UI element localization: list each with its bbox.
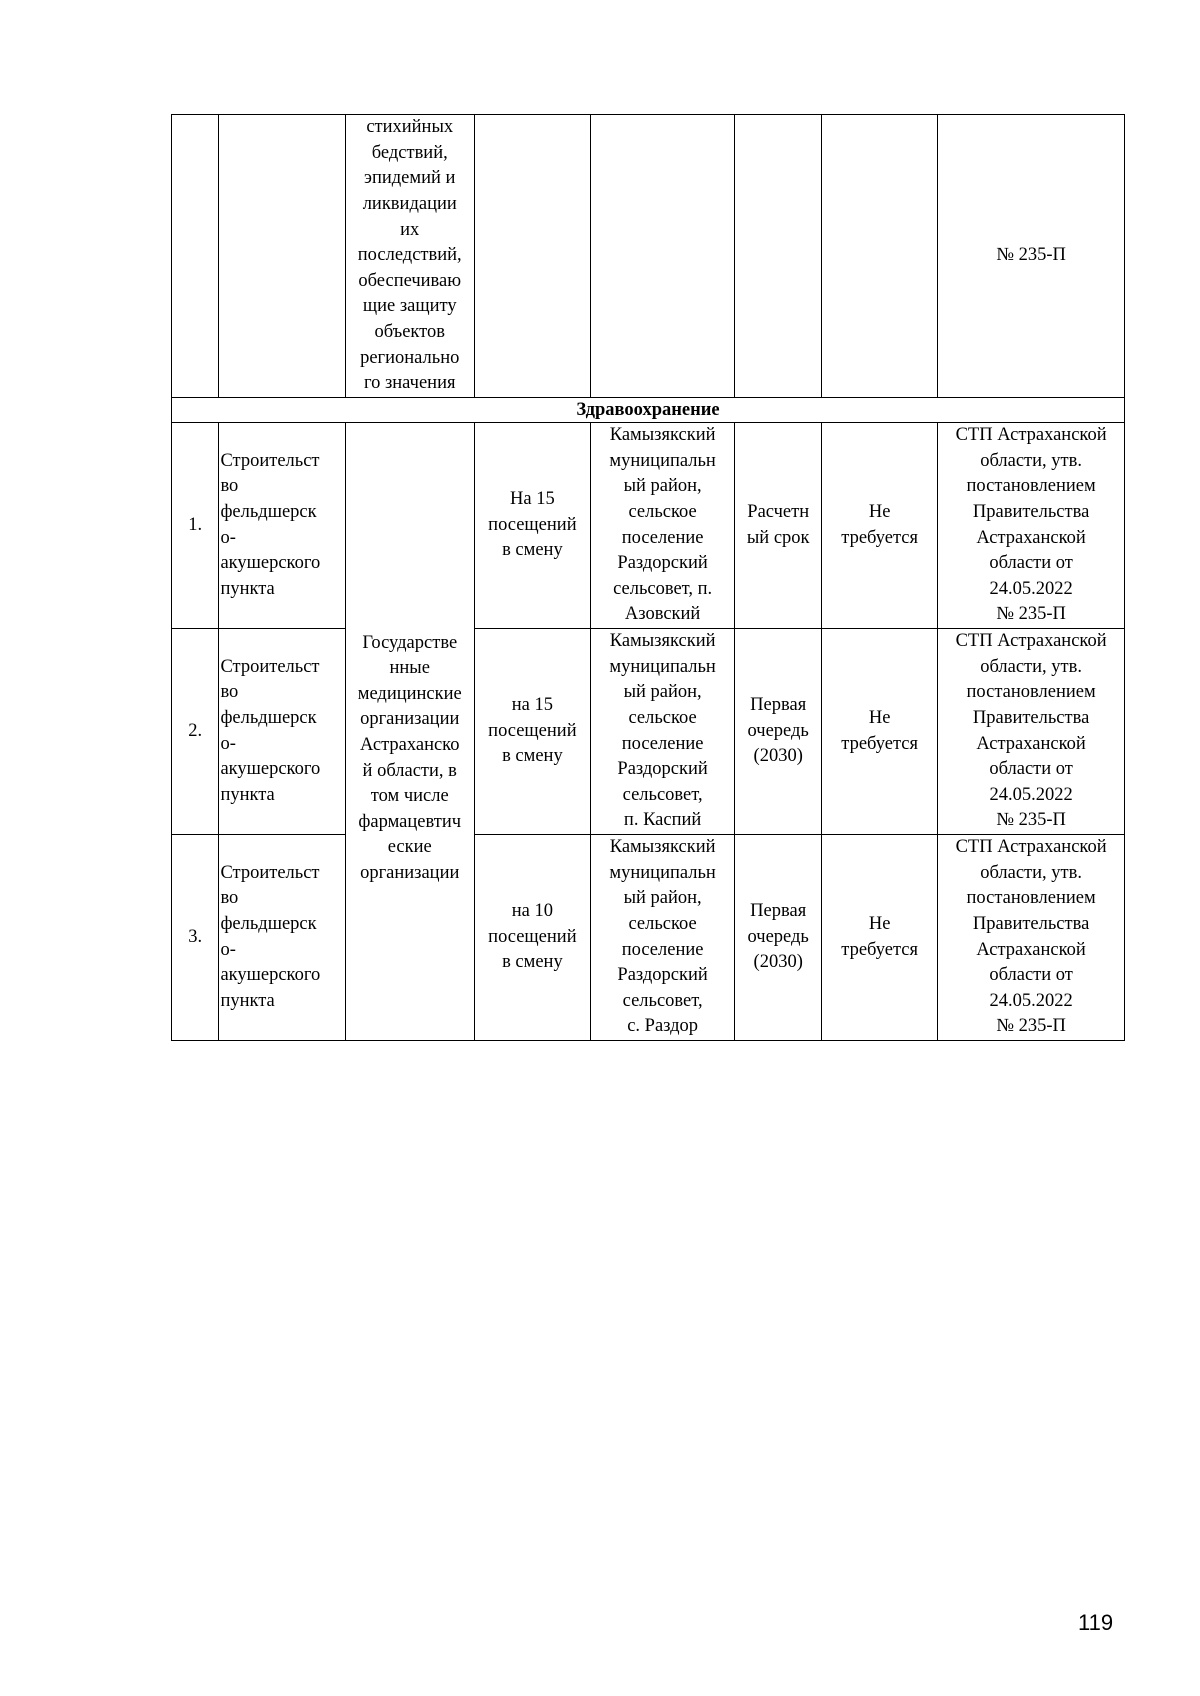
document-table xyxy=(171,114,1125,1041)
object-location: Камызякский муниципальн ый район, сельское поселение Раздорский сельсовет, п. Азовский xyxy=(590,423,734,629)
object-document: СТП Астраханской области, утв. постановлением Правительства Астраханской области от 24.05.2022 № 235-П xyxy=(938,835,1125,1041)
object-document: СТП Астраханской области, утв. постановлением Правительства Астраханской области от 24.05.2022 № 235-П xyxy=(938,629,1125,835)
cell-capacity xyxy=(474,115,590,398)
object-location: Камызякский муниципальн ый район, сельское поселение Раздорский сельсовет, с. Раздор xyxy=(590,835,734,1041)
object-capacity: на 15 посещений в смену xyxy=(474,629,590,835)
object-zone: Не требуется xyxy=(822,629,938,835)
object-document: СТП Астраханской области, утв. постановлением Правительства Астраханской области от 24.05.2022 № 235-П xyxy=(938,423,1125,629)
section-title: Здравоохранение xyxy=(172,398,1125,423)
object-capacity: на 10 посещений в смену xyxy=(474,835,590,1041)
row-number: 1. xyxy=(172,423,219,629)
table-row xyxy=(172,835,1125,1041)
shared-category xyxy=(345,423,474,1041)
object-zone: Не требуется xyxy=(822,423,938,629)
object-name: Строительст во фельдшерск о- акушерского пункта xyxy=(219,629,345,835)
continuation-row xyxy=(172,115,1125,398)
table-row xyxy=(172,423,1125,629)
shared-category-text: Государстве нные медицинские организации Астраханско й области, в том числе фармацевтич еские организации xyxy=(357,632,462,883)
cell-purpose: стихийных бедствий, эпидемий и ликвидации их последствий, обеспечиваю щие защиту объектов регионально го значения xyxy=(345,115,474,398)
object-term: Первая очередь (2030) xyxy=(735,835,822,1041)
section-header-row xyxy=(172,398,1125,423)
object-zone: Не требуется xyxy=(822,835,938,1041)
row-number: 2. xyxy=(172,629,219,835)
object-term: Расчетн ый срок xyxy=(735,423,822,629)
cell-number xyxy=(172,115,219,398)
object-name: Строительст во фельдшерск о- акушерского пункта xyxy=(219,835,345,1041)
object-term: Первая очередь (2030) xyxy=(735,629,822,835)
object-name: Строительст во фельдшерск о- акушерского пункта xyxy=(219,423,345,629)
cell-term xyxy=(735,115,822,398)
cell-location xyxy=(590,115,734,398)
cell-zone xyxy=(822,115,938,398)
table-row xyxy=(172,629,1125,835)
cell-document: № 235-П xyxy=(938,115,1125,398)
page-number: 119 xyxy=(1078,1610,1114,1635)
object-capacity: На 15 посещений в смену xyxy=(474,423,590,629)
row-number: 3. xyxy=(172,835,219,1041)
cell-name xyxy=(219,115,345,398)
object-location: Камызякский муниципальн ый район, сельское поселение Раздорский сельсовет, п. Каспий xyxy=(590,629,734,835)
